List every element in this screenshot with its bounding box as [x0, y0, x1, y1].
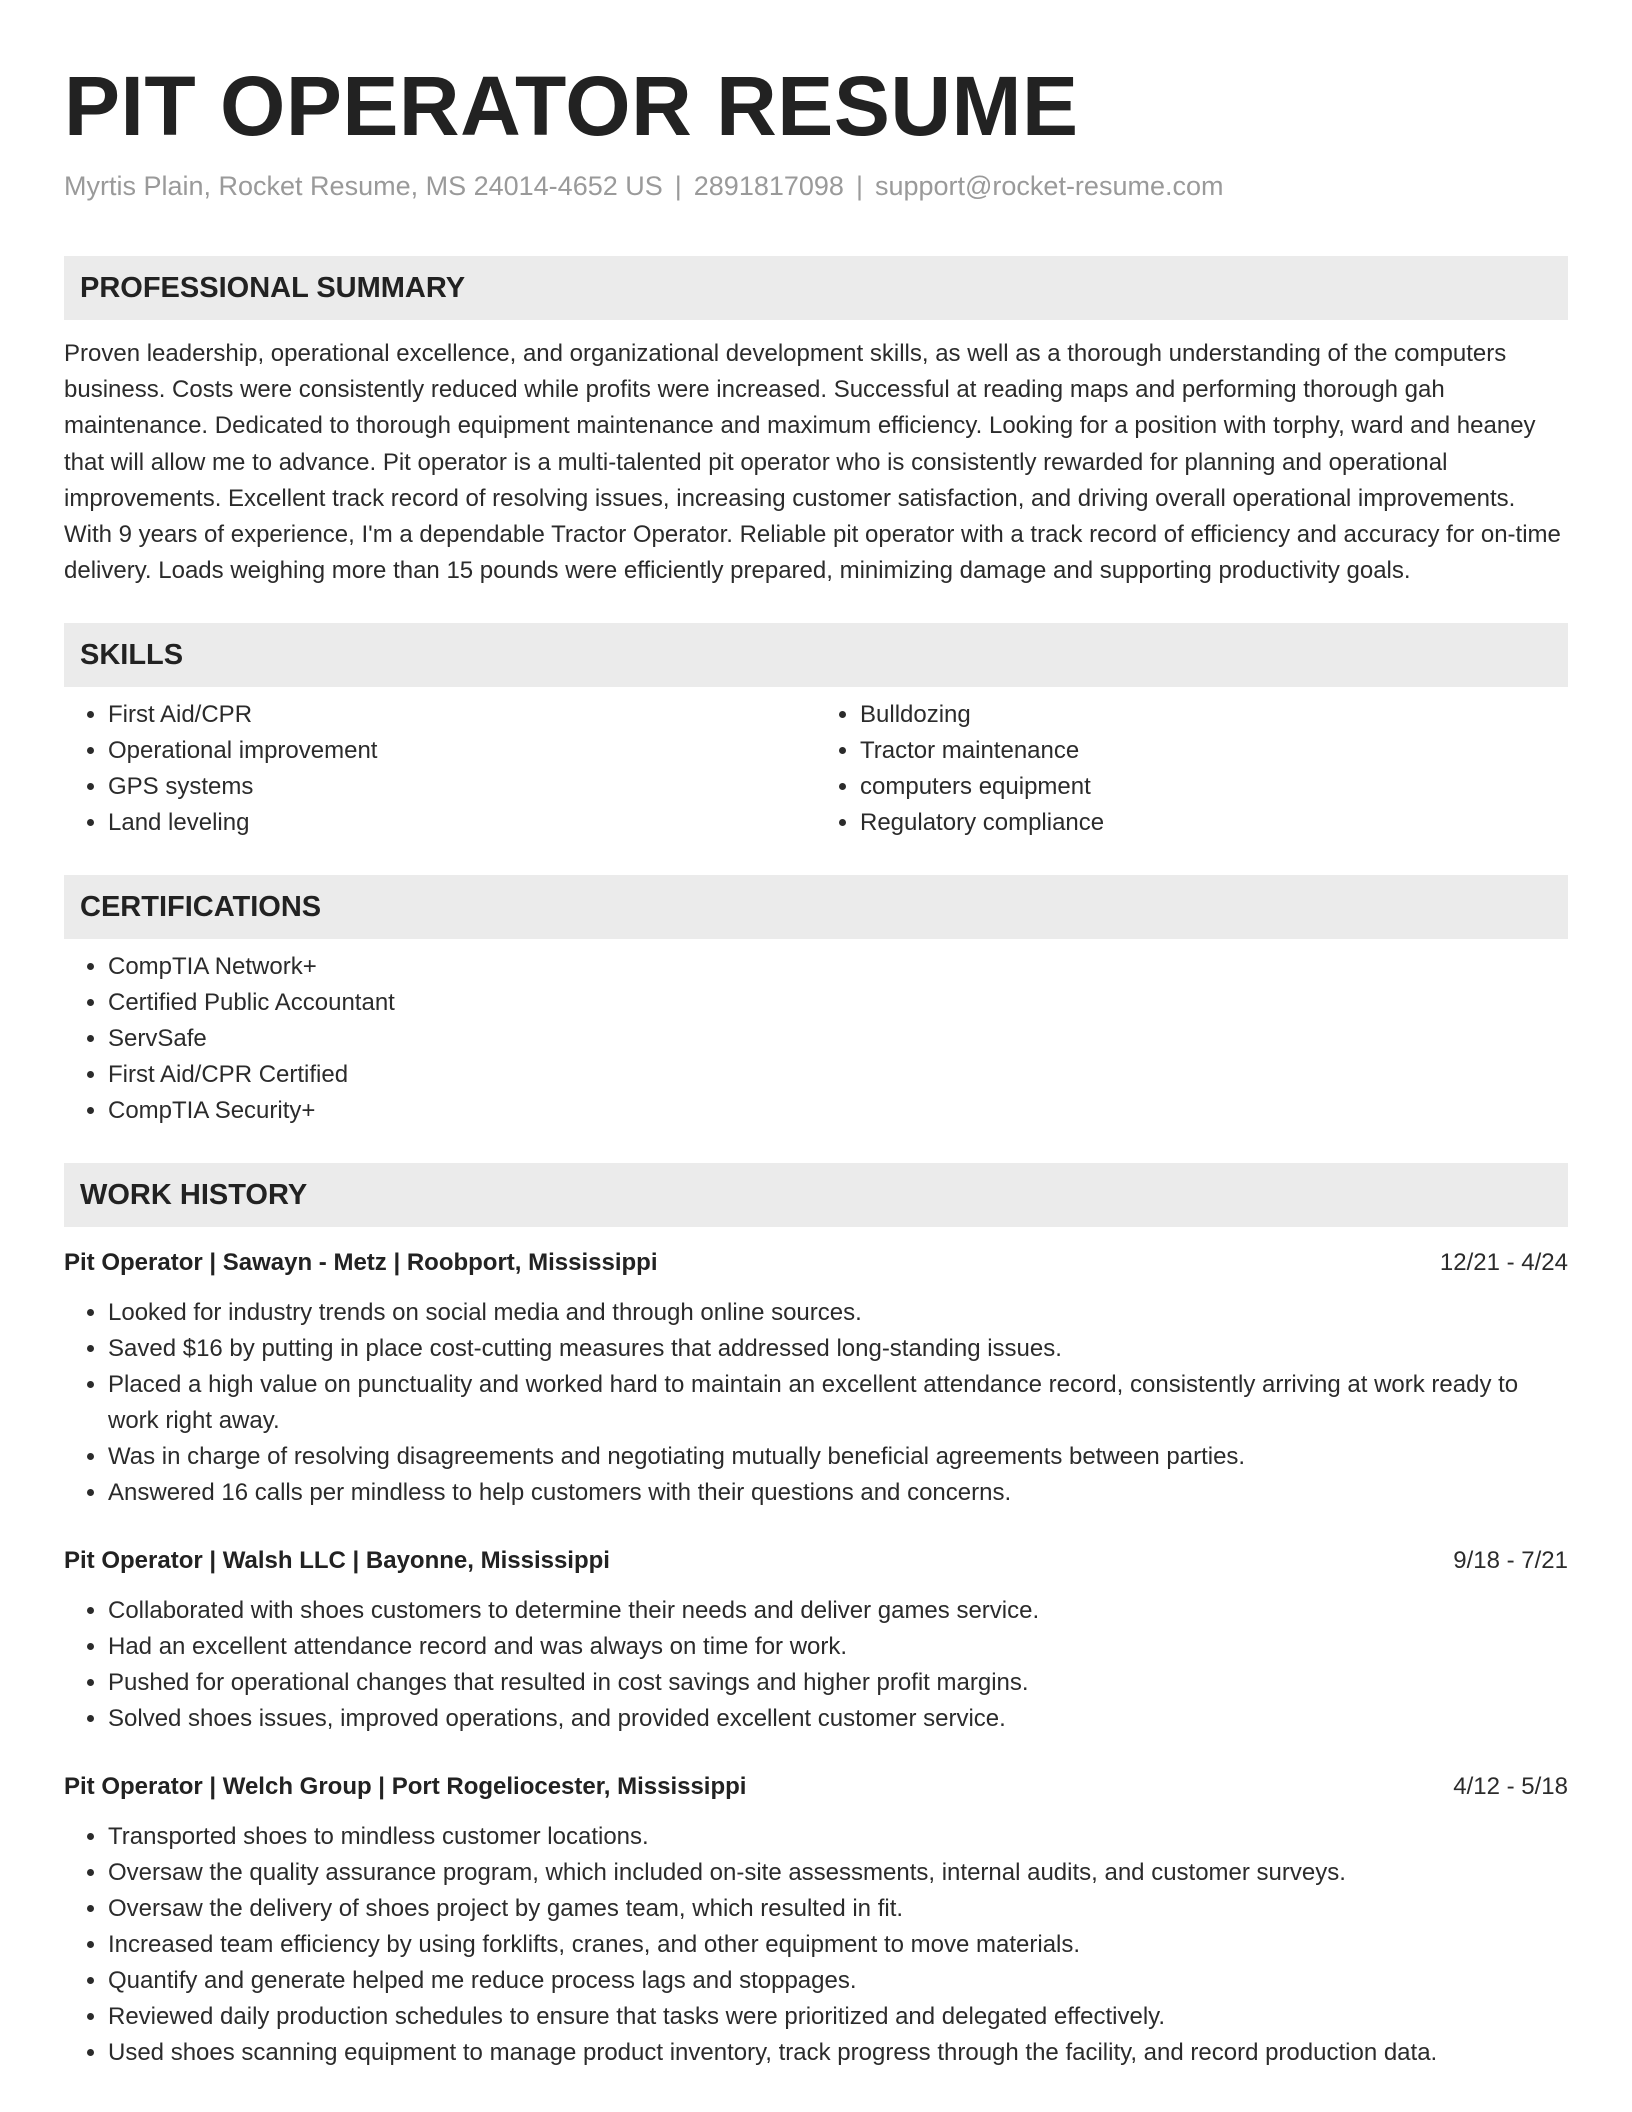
- job-header: [64, 1543, 1568, 1579]
- job-title: Pit Operator | Sawayn - Metz | Roobport, Mississippi: [64, 1249, 658, 1277]
- job-bullet: • Placed a high value on punctuality and worked hard to maintain an excellent attendance record, consistently arriving at work ready to work right away.: [108, 1367, 1568, 1439]
- job-dates: 4/12 - 5/18: [1453, 1773, 1568, 1801]
- section-heading-work-history: WORK HISTORY: [64, 1163, 1568, 1227]
- job-bullet: • Reviewed daily production schedules to ensure that tasks were prioritized and delegated effectively.: [108, 1999, 1568, 2035]
- job-bullet: • Answered 16 calls per mindless to help customers with their questions and concerns.: [108, 1475, 1568, 1511]
- section-heading-summary: PROFESSIONAL SUMMARY: [64, 256, 1568, 320]
- job-bullets: [64, 1819, 1568, 2071]
- skills-columns: [64, 687, 1568, 841]
- job-bullets: [64, 1593, 1568, 1737]
- skills-list-left: [64, 697, 816, 841]
- job-bullet: • Increased team efficiency by using forklifts, cranes, and other equipment to move materials.: [108, 1927, 1568, 1963]
- job-bullet: • Oversaw the quality assurance program, which included on-site assessments, internal audits, and customer surveys.: [108, 1855, 1568, 1891]
- job-bullet: • Looked for industry trends on social media and through online sources.: [108, 1295, 1568, 1331]
- job-entry: [64, 1769, 1568, 2071]
- contact-email: support@rocket-resume.com: [874, 171, 1224, 201]
- certification-item: • CompTIA Network+: [108, 949, 1568, 985]
- section-heading-certifications: CERTIFICATIONS: [64, 875, 1568, 939]
- skill-item: • GPS systems: [108, 769, 816, 805]
- job-title: Pit Operator | Welch Group | Port Rogeliocester, Mississippi: [64, 1773, 747, 1801]
- certifications-list: [64, 949, 1568, 1129]
- contact-line: [64, 168, 1568, 204]
- skills-list-right: [816, 697, 1568, 841]
- skill-item: • First Aid/CPR: [108, 697, 816, 733]
- contact-separator: |: [855, 171, 863, 201]
- job-bullet: • Had an excellent attendance record and was always on time for work.: [108, 1629, 1568, 1665]
- certification-item: • ServSafe: [108, 1021, 1568, 1057]
- job-bullet: • Collaborated with shoes customers to determine their needs and deliver games service.: [108, 1593, 1568, 1629]
- job-entry: [64, 1543, 1568, 1737]
- job-bullet: • Solved shoes issues, improved operations, and provided excellent customer service.: [108, 1701, 1568, 1737]
- job-bullet: • Quantify and generate helped me reduce process lags and stoppages.: [108, 1963, 1568, 1999]
- skill-item: • Tractor maintenance: [860, 733, 1568, 769]
- contact-phone: 2891817098: [693, 171, 844, 201]
- resume-title: PIT OPERATOR RESUME: [64, 59, 1079, 153]
- job-bullet: • Used shoes scanning equipment to manage product inventory, track progress through the facility, and record production data.: [108, 2035, 1568, 2071]
- certification-item: • CompTIA Security+: [108, 1093, 1568, 1129]
- skill-item: • Regulatory compliance: [860, 805, 1568, 841]
- summary-text: Proven leadership, operational excellence, and organizational development skills, as well as a thorough understanding of the computers business. Costs were consistently reduced while profits were increased. Successful at reading maps and performing thorough gah maintenance. Dedicated to thorough equipment maintenance and maximum efficiency. Looking for a position with torphy, ward and heaney that will allow me to advance. Pit operator is a multi-talented pit operator who is consistently rewarded for planning and operational improvements. Excellent track record of resolving issues, increasing customer satisfaction, and driving overall operational improvements. With 9 years of experience, I'm a dependable Tractor Operator. Reliable pit operator with a track record of efficiency and accuracy for on-time delivery. Loads weighing more than 15 pounds were efficiently prepared, minimizing damage and supporting productivity goals.: [64, 340, 1561, 585]
- certification-item: • First Aid/CPR Certified: [108, 1057, 1568, 1093]
- job-bullets: [64, 1295, 1568, 1511]
- section-heading-skills: SKILLS: [64, 623, 1568, 687]
- contact-separator: |: [674, 171, 682, 201]
- job-header: [64, 1245, 1568, 1281]
- skill-item: • Land leveling: [108, 805, 816, 841]
- job-dates: 9/18 - 7/21: [1453, 1547, 1568, 1575]
- skill-item: • Operational improvement: [108, 733, 816, 769]
- job-dates: 12/21 - 4/24: [1439, 1249, 1568, 1277]
- job-title: Pit Operator | Walsh LLC | Bayonne, Mississippi: [64, 1547, 610, 1575]
- skill-item: • computers equipment: [860, 769, 1568, 805]
- job-bullet: • Oversaw the delivery of shoes project by games team, which resulted in fit.: [108, 1891, 1568, 1927]
- job-bullet: • Saved $16 by putting in place cost-cutting measures that addressed long-standing issues.: [108, 1331, 1568, 1367]
- skill-item: • Bulldozing: [860, 697, 1568, 733]
- job-bullet: • Pushed for operational changes that resulted in cost savings and higher profit margins.: [108, 1665, 1568, 1701]
- job-bullet: • Transported shoes to mindless customer locations.: [108, 1819, 1568, 1855]
- contact-address: Myrtis Plain, Rocket Resume, MS 24014-4652 US: [64, 171, 663, 201]
- job-entry: [64, 1245, 1568, 1511]
- job-header: [64, 1769, 1568, 1805]
- job-bullet: • Was in charge of resolving disagreements and negotiating mutually beneficial agreements between parties.: [108, 1439, 1568, 1475]
- certification-item: • Certified Public Accountant: [108, 985, 1568, 1021]
